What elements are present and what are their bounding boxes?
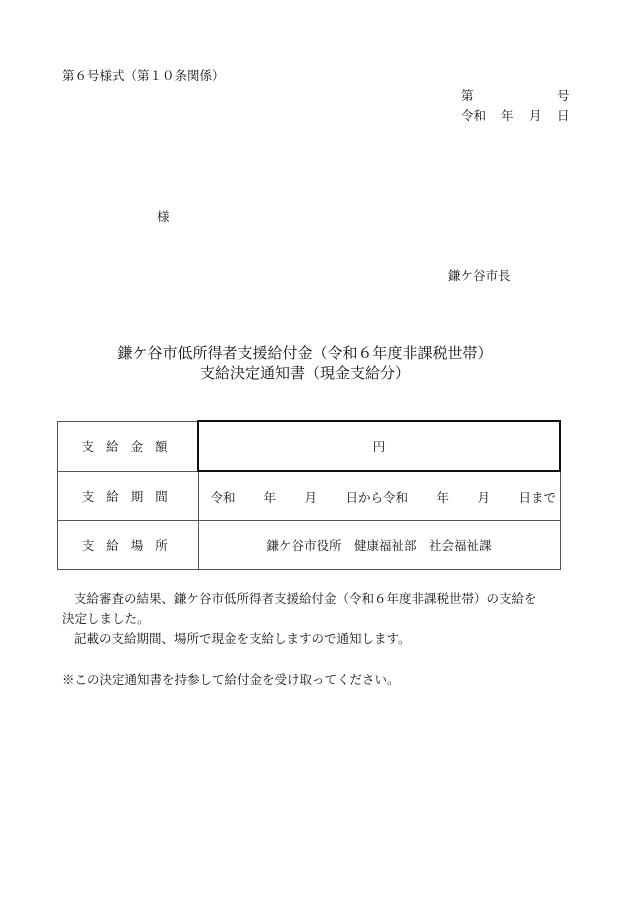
document-number-suffix: 号: [557, 88, 570, 103]
document-number-line: [461, 86, 569, 102]
period-start-day: 日から令和: [345, 490, 409, 505]
period-row: [58, 471, 561, 521]
decision-paragraph-line2: 決定しました。: [62, 611, 150, 626]
issuer-name: 鎌ケ谷市長: [448, 268, 511, 283]
decision-paragraph: [62, 589, 582, 629]
instruction-note: ※この決定通知書を持参して給付金を受け取ってください。: [62, 672, 400, 687]
period-start-era: 令和: [210, 490, 236, 505]
period-start-year: 年: [263, 490, 277, 505]
form-number: 第６号様式（第１０条関係）: [62, 68, 225, 83]
amount-label: 支給金額: [58, 421, 199, 471]
issue-date-line: [461, 106, 571, 122]
period-value-cell: [198, 471, 560, 521]
payment-info-table: [57, 420, 561, 570]
place-row: [58, 521, 561, 570]
amount-unit: 円: [372, 439, 386, 454]
notice-paragraph: 記載の支給期間、場所で現金を支給しますので通知します。: [74, 631, 411, 646]
amount-row: [58, 421, 561, 471]
document-number-prefix: 第: [461, 88, 474, 103]
decision-paragraph-line1: 支給審査の結果、鎌ケ谷市低所得者支援給付金（令和６年度非課税世帯）の支給を: [74, 591, 537, 606]
document-title-line1: 鎌ケ谷市低所得者支援給付金（令和６年度非課税世帯）: [117, 344, 493, 362]
issue-date-month: 月: [529, 108, 542, 123]
place-label: 支給場所: [58, 521, 199, 570]
issue-date-year: 年: [501, 108, 514, 123]
period-end-day: 日まで: [518, 490, 557, 505]
issue-date-day: 日: [557, 108, 570, 123]
document-title-line2: 支給決定通知書（現金支給分）: [199, 364, 410, 382]
recipient-honorific: 様: [157, 209, 170, 224]
amount-value-cell: [198, 421, 560, 471]
period-end-month: 月: [477, 490, 491, 505]
place-value: 鎌ケ谷市役所 健康福祉部 社会福祉課: [198, 521, 560, 570]
period-start-month: 月: [304, 490, 318, 505]
period-label: 支給期間: [58, 471, 199, 521]
issue-date-era: 令和: [461, 108, 487, 123]
period-end-year: 年: [436, 490, 450, 505]
